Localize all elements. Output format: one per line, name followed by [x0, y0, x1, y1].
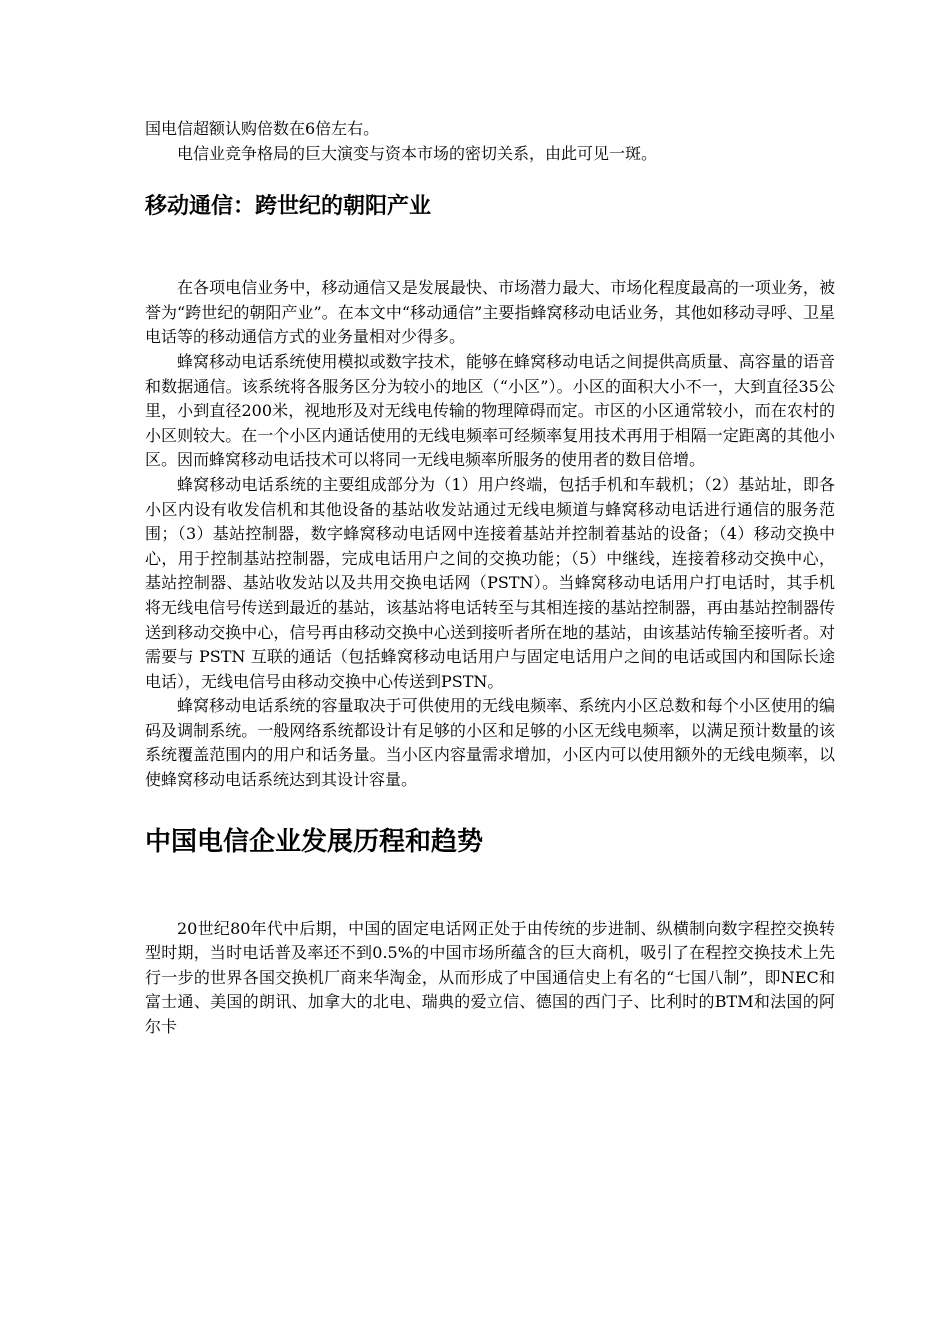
document-body [145, 117, 835, 1040]
section1-paragraph-1: 在各项电信业务中，移动通信又是发展最快、市场潜力最大、市场化程度最高的一项业务，被誉为“跨世纪的朝阳产业”。在本文中“移动通信”主要指蜂窝移动电话业务，其他如移动寻呼、卫星电话等的移动通信方式的业务量相对少得多。 [145, 278, 835, 347]
section-heading-china-telecom-history: 中国电信企业发展历程和趋势 [145, 826, 484, 857]
section1-paragraph-3: 蜂窝移动电话系统的主要组成部分为（1）用户终端，包括手机和车载机；（2）基站址，即各小区内设有收发信机和其他设备的基站收发站通过无线电频道与蜂窝移动电话进行通信的服务范围；（3）基站控制器，数字蜂窝移动电话网中连接着基站并控制着基站的设备；（4）移动交换中心，用于控制基站控制器，完成电话用户之间的交换功能；（5）中继线，连接着移动交换中心，基站控制器、基站收发站以及共用交换电话网（PSTN）。当蜂窝移动电话用户打电话时，其手机将无线电信号传送到最近的基站，该基站将电话转至与其相连接的基站控制器，再由基站控制器传送到移动交换中心，信号再由移动交换中心送到接听者所在地的基站，由该基站传输至接听者。对需要与 PSTN 互联的通话（包括蜂窝移动电话用户与固定电话用户之间的电话或国内和国际长途电话），无线电信号由移动交换中心传送到PSTN。 [145, 474, 835, 691]
section1-paragraph-2: 蜂窝移动电话系统使用模拟或数字技术，能够在蜂窝移动电话之间提供高质量、高容量的语音和数据通信。该系统将各服务区分为较小的地区（“小区”）。小区的面积大小不一，大到直径35公里，小到直径200米，视地形及对无线电传输的物理障碍而定。市区的小区通常较小，而在农村的小区则较大。在一个小区内通话使用的无线电频率可经频率复用技术再用于相隔一定距离的其他小区。因而蜂窝移动电话技术可以将同一无线电频率所服务的使用者的数目倍增。 [145, 351, 835, 470]
section1-paragraph-4: 蜂窝移动电话系统的容量取决于可供使用的无线电频率、系统内小区总数和每个小区使用的编码及调制系统。一般网络系统都设计有足够的小区和足够的小区无线电频率，以满足预计数量的该系统覆盖范围内的用户和话务量。当小区内容量需求增加，小区内可以使用额外的无线电频率，以使蜂窝移动电话系统达到其设计容量。 [145, 696, 835, 790]
intro-paragraph: 电信业竞争格局的巨大演变与资本市场的密切关系，由此可见一斑。 [177, 143, 658, 163]
section-heading-mobile-communication: 移动通信：跨世纪的朝阳产业 [145, 194, 432, 220]
section2-paragraph-1: 20世纪80年代中后期，中国的固定电话网正处于由传统的步进制、纵横制向数字程控交换转型时期，当时电话普及率还不到0.5%的中国市场所蕴含的巨大商机，吸引了在程控交换技术上先行一步的世界各国交换机厂商来华淘金，从而形成了中国通信史上有名的“七国八制”，即NEC和富士通、美国的朗讯、加拿大的北电、瑞典的爱立信、德国的西门子、比利时的BTM和法国的阿尔卡 [145, 918, 835, 1037]
intro-paragraph-continued: 国电信超额认购倍数在6倍左右。 [145, 119, 380, 138]
